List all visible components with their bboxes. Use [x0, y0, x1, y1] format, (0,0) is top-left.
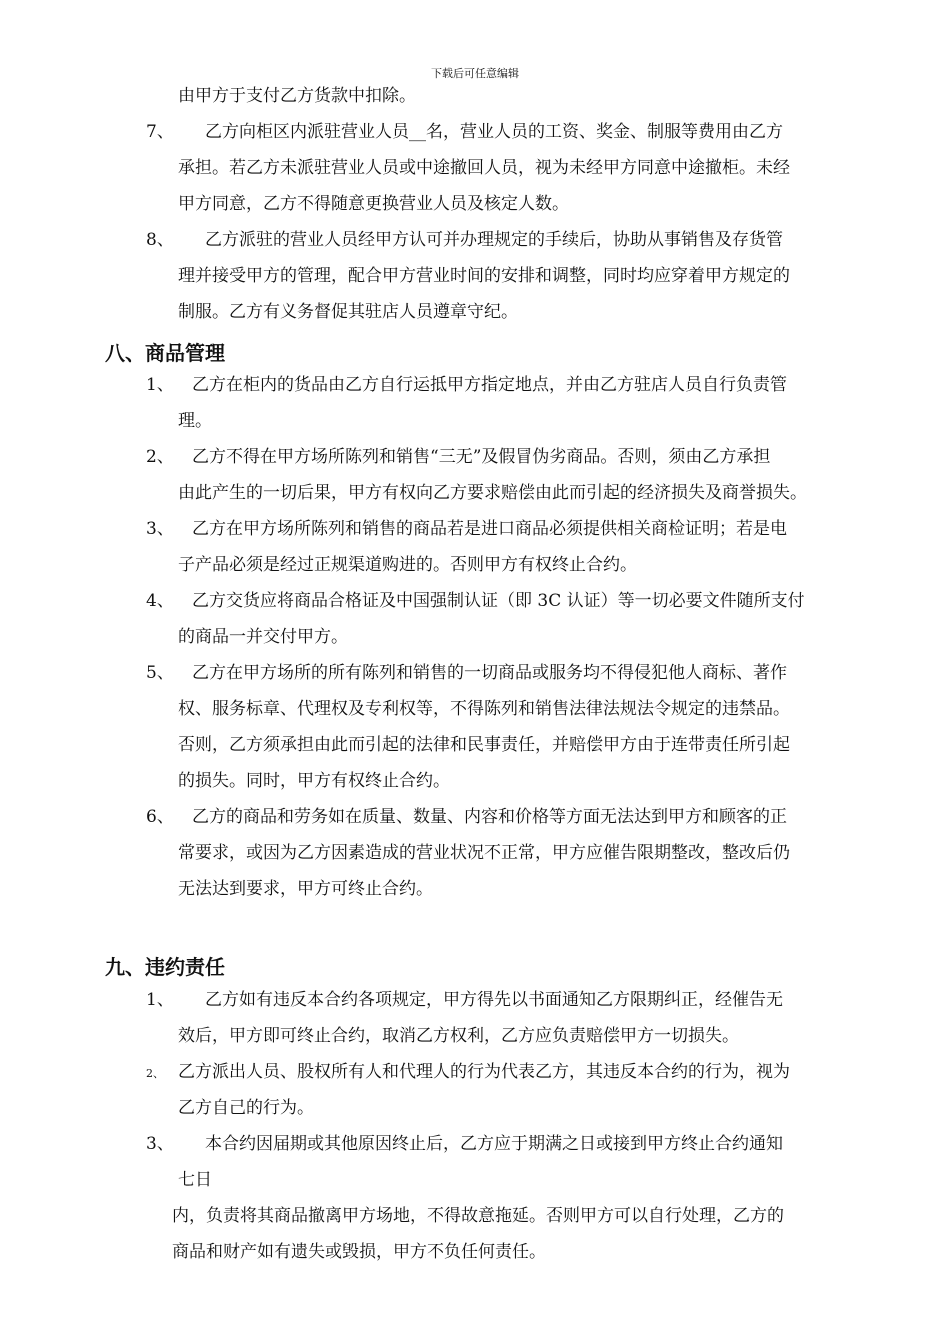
item-number: 4、 [146, 591, 174, 611]
item-text-line: 乙方在柜内的货品由乙方自行运抵甲方指定地点，并由乙方驻店人员自行负责管 [192, 375, 787, 395]
item-text-line: 乙方在甲方场所的所有陈列和销售的一切商品或服务均不得侵犯他人商标、著作 [192, 663, 787, 683]
item-number: 1、 [146, 375, 174, 395]
item-text-line: 理。 [178, 411, 212, 431]
item-text-line: 乙方自己的行为。 [178, 1098, 314, 1118]
item-text-line: 常要求，或因为乙方因素造成的营业状况不正常，甲方应催告限期整改，整改后仍 [178, 843, 790, 863]
item-number: 8、 [146, 230, 174, 250]
item-number: 1、 [146, 990, 174, 1010]
item-text-line: 制服。乙方有义务督促其驻店人员遵章守纪。 [178, 302, 518, 322]
item-text-line: 乙方如有违反本合约各项规定，甲方得先以书面通知乙方限期纠正，经催告无 [205, 990, 783, 1010]
section-heading: 九、违约责任 [105, 955, 225, 979]
item-text-line: 效后，甲方即可终止合约，取消乙方权利，乙方应负责赔偿甲方一切损失。 [178, 1026, 739, 1046]
item-number: 3、 [146, 1134, 174, 1154]
item-text-line: 承担。若乙方未派驻营业人员或中途撤回人员，视为未经甲方同意中途撤柜。未经 [178, 158, 790, 178]
item-text-line: 乙方不得在甲方场所陈列和销售“三无”及假冒伪劣商品。否则，须由乙方承担 [192, 447, 771, 467]
item-text-line: 乙方派驻的营业人员经甲方认可并办理规定的手续后，协助从事销售及存货管 [205, 230, 783, 250]
item-text-line: 由此产生的一切后果，甲方有权向乙方要求赔偿由此而引起的经济损失及商誉损失。 [178, 483, 807, 503]
item-number: 3、 [146, 519, 174, 539]
item-text-line: 的损失。同时，甲方有权终止合约。 [178, 771, 450, 791]
item-text-line: 否则，乙方须承担由此而引起的法律和民事责任，并赔偿甲方由于连带责任所引起 [178, 735, 790, 755]
item-text-line: 乙方交货应将商品合格证及中国强制认证（即 3C 认证）等一切必要文件随所支付 [192, 591, 805, 611]
item-text-line: 子产品必须是经过正规渠道购进的。否则甲方有权终止合约。 [178, 555, 637, 575]
item-text-line: 乙方在甲方场所陈列和销售的商品若是进口商品必须提供相关商检证明；若是电 [192, 519, 787, 539]
item-text-line: 无法达到要求，甲方可终止合约。 [178, 879, 433, 899]
item-text-line: 本合约因届期或其他原因终止后，乙方应于期满之日或接到甲方终止合约通知 [205, 1134, 783, 1154]
item-text-line: 七日 [178, 1170, 212, 1190]
item-number: 6、 [146, 807, 174, 827]
item-text-line: 甲方同意，乙方不得随意更换营业人员及核定人数。 [178, 194, 569, 214]
section-heading: 八、商品管理 [105, 341, 225, 365]
item-text-line: 乙方派出人员、股权所有人和代理人的行为代表乙方，其违反本合约的行为，视为 [178, 1062, 790, 1082]
item-text-line: 内，负责将其商品撤离甲方场地，不得故意拖延。否则甲方可以自行处理，乙方的 [172, 1206, 784, 1226]
item-number: 5、 [146, 663, 174, 683]
item-text-line: 商品和财产如有遗失或毁损，甲方不负任何责任。 [172, 1242, 546, 1262]
item-text-line: 权、服务标章、代理权及专利权等，不得陈列和销售法律法规法令规定的违禁品。 [178, 699, 790, 719]
item-text-line: 乙方的商品和劳务如在质量、数量、内容和价格等方面无法达到甲方和顾客的正 [192, 807, 787, 827]
item-text-line: 的商品一并交付甲方。 [178, 627, 348, 647]
item-text-line: 乙方向柜区内派驻营业人员__名，营业人员的工资、奖金、制服等费用由乙方 [205, 122, 783, 142]
continuation-line: 由甲方于支付乙方货款中扣除。 [178, 86, 416, 106]
item-number: 2、 [146, 1067, 164, 1080]
item-text-line: 理并接受甲方的管理，配合甲方营业时间的安排和调整，同时均应穿着甲方规定的 [178, 266, 790, 286]
item-number: 7、 [146, 122, 174, 142]
item-number: 2、 [146, 447, 174, 467]
page-header-note: 下载后可任意编辑 [431, 67, 519, 80]
